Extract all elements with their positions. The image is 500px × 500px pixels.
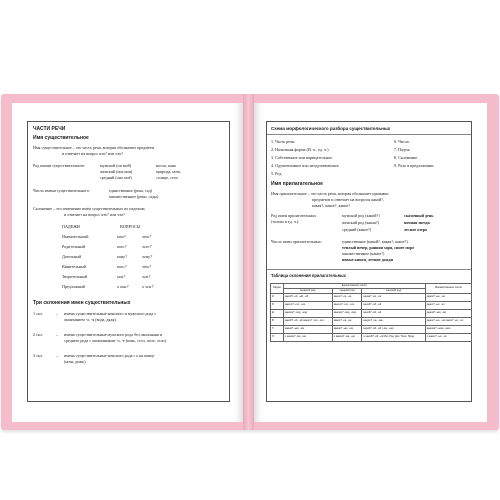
- three-declensions-heading: Три склонения имен существительных: [33, 300, 131, 306]
- table-header-case: Падеж: [271, 284, 284, 294]
- table-cell-case: В.: [271, 318, 284, 326]
- table-cell: о каком? -ом, -ем: [332, 334, 362, 342]
- table-header-singular: Единственное число: [283, 284, 425, 289]
- declension-text: имена существительные женского и мужского рода с: [64, 311, 157, 316]
- adjective-number-label: Число имен прилагательных:: [271, 239, 322, 244]
- table-cell: какую? -ую, -юю: [362, 318, 425, 326]
- adjective-gender-item: мужской род (какой?): [342, 213, 380, 218]
- case-question: кого?: [117, 264, 127, 269]
- case-name: Творительный: [62, 274, 88, 279]
- scheme-heading: Схема морфологического разбора существительных: [271, 126, 391, 131]
- scheme-item: 8. Склонение.: [394, 155, 419, 160]
- case-question: кто?: [117, 234, 126, 239]
- case-question: чего?: [142, 244, 152, 249]
- declension-label: 2 скл.: [33, 332, 43, 337]
- table-header-plural: Множественное число: [425, 284, 471, 294]
- adjective-number-item: единственное (какой?, какая?, какое?): [342, 239, 408, 244]
- table-cell: какие? -ые, -ие: [425, 294, 471, 302]
- table-cell: какого? -ого, -его: [332, 302, 362, 310]
- case-question: о чем?: [142, 284, 154, 289]
- table-cell-case: П.: [271, 334, 284, 342]
- gender-item: мужской (он мой): [100, 163, 132, 168]
- case-question: кого?: [117, 244, 127, 249]
- table-cell-case: Д.: [271, 310, 284, 318]
- scheme-item: 7. Падеж.: [394, 147, 411, 152]
- number-item: единственное (река, сад): [109, 188, 153, 193]
- adjective-gender-example: лесное озеро: [404, 227, 428, 232]
- adjective-number-example: теплый вечер, ранняя заря, синее море: [342, 245, 415, 250]
- gender-example: природа, ночь: [156, 169, 181, 174]
- table-cell: о каком? -ом, -ем: [283, 334, 332, 342]
- case-name: Родительный: [62, 244, 86, 249]
- table-row: [271, 318, 472, 326]
- scheme-item: 2. Начальная форма (И. п., ед. ч.).: [271, 147, 330, 152]
- adjective-gender-label: Род имен прилагательных: [271, 213, 317, 218]
- table-cell: какой? -ой, -ей (-ою, -ею): [362, 326, 425, 334]
- table-cell: какому? -ому, -ему: [283, 310, 332, 318]
- table-cell: о каких? -ых, -их: [425, 334, 471, 342]
- case-question: что?: [142, 264, 152, 269]
- table-cell: какого? -ого, -его: [283, 302, 332, 310]
- table-cell: какими? -ыми, -ими: [425, 326, 471, 334]
- gender-example: носок, конь: [156, 163, 177, 168]
- scheme-item: 3. Собственное или нарицательное.: [271, 155, 333, 160]
- declension-dash: –: [56, 311, 59, 316]
- cases-column-header: ПАДЕЖИ: [62, 224, 80, 229]
- table-cell: о какой? -ой, -ей Им. Род. Дат. Твор. Пред.: [362, 334, 425, 342]
- scheme-item: 5. Род.: [271, 171, 283, 176]
- table-header-masculine: мужской род: [283, 289, 332, 294]
- adjective-definition: Имя прилагательное – это часть речи, которая обозначает признаки: [271, 191, 389, 196]
- gender-example: солнце, село: [156, 175, 178, 180]
- adjective-gender-example: сказочный день: [404, 213, 434, 218]
- case-question: чему?: [142, 254, 153, 259]
- declension-label: 3 скл.: [33, 353, 43, 358]
- table-cell-case: Р.: [271, 302, 284, 310]
- case-question: о ком?: [117, 284, 129, 289]
- table-cell: какой? -ой, -ий какого? -ого, -его: [283, 318, 332, 326]
- table-header-neuter: средний род: [332, 289, 362, 294]
- scheme-item: 9. Роль в предложении.: [394, 163, 435, 168]
- table-row: [271, 334, 472, 342]
- noun-heading: Имя существительное: [33, 135, 89, 141]
- adjective-heading: Имя прилагательное: [271, 181, 323, 187]
- divider: [267, 134, 471, 135]
- scheme-item: 1. Часть речи.: [271, 139, 296, 144]
- table-cell-case: Т.: [271, 326, 284, 334]
- table-cell: каких? -ых, -их: [425, 302, 471, 310]
- table-cell: каким? -ым, -им: [332, 326, 362, 334]
- adjective-definition: какая?, какое?, какие?: [312, 203, 351, 208]
- adjective-definition: предметов и отвечает на вопросы какой?,: [312, 197, 384, 202]
- noun-definition: и отвечает на вопрос кто? или что?: [62, 151, 123, 156]
- adjective-number-item: множественное (какие?): [342, 251, 385, 256]
- gender-item: средний (оно моё): [100, 175, 132, 180]
- declension-table: [270, 283, 472, 342]
- table-header-feminine: женский род: [362, 289, 425, 294]
- left-page: [12, 103, 243, 422]
- adjective-gender-item: средний (какое?): [342, 227, 372, 232]
- table-cell: какая? -ая, -яя: [362, 294, 425, 302]
- table-cell: каким? -ым, -им: [425, 310, 471, 318]
- table-row: [271, 310, 472, 318]
- case-name: Винительный: [62, 264, 86, 269]
- table-cell-case: И.: [271, 294, 284, 302]
- declension-dash: –: [56, 353, 59, 358]
- page-title: ЧАСТИ РЕЧИ: [33, 126, 66, 132]
- table-cell: какое? -ое, -ее: [332, 318, 362, 326]
- table-cell: каким? -ым, -им: [283, 326, 332, 334]
- declension-text: имена существительные мужского рода без окончания и: [64, 332, 163, 337]
- right-page: [254, 103, 487, 422]
- table-row: [271, 294, 472, 302]
- adjective-gender-example: ночная звезда: [404, 220, 430, 225]
- noun-definition: Имя существительное – это часть речи, которая обозначает предметы: [33, 145, 155, 150]
- table-row: [271, 326, 472, 334]
- case-question: кому?: [117, 254, 128, 259]
- number-label: Число имени существительного:: [33, 188, 90, 193]
- declension-text: имена существительные женского рода с ь на конце: [64, 353, 155, 358]
- table-cell: какому? -ому, -ему: [332, 310, 362, 318]
- scheme-item: 6. Число.: [394, 139, 410, 144]
- notebook-spine: [243, 94, 254, 430]
- table-row: [271, 302, 472, 310]
- table-cell: какое? -ое, -ее: [332, 294, 362, 302]
- table-cell: какие? -ые, -ие каких? -ых, -их: [425, 318, 471, 326]
- declension-text: среднего рода с окончаниями -о, -е (конь, стол, поле, село).: [64, 338, 167, 343]
- case-question: кем?: [117, 274, 126, 279]
- declension-definition: Склонение – это изменение имён существительных по падежам,: [33, 206, 146, 211]
- questions-column-header: ВОПРОСЫ: [120, 224, 141, 229]
- case-name: Предложный: [62, 284, 85, 289]
- gender-label: Род имени существительного:: [33, 163, 86, 168]
- declension-text: (ночь, рожь).: [64, 359, 87, 364]
- table-cell: какой? -ой, -ей: [362, 310, 425, 318]
- case-question: что?: [142, 234, 152, 239]
- declension-definition: и отвечает на вопрос кто? или что?: [64, 212, 125, 217]
- case-question: чем?: [142, 274, 151, 279]
- divider: [267, 269, 471, 270]
- number-item: множественное (реки, сады): [109, 194, 159, 199]
- adjective-gender-item: женский род (какая?): [342, 220, 379, 225]
- declension-label: 1 скл.: [33, 311, 43, 316]
- gender-item: женский (она моя): [100, 169, 133, 174]
- declension-text: окончанием -а, -я (вода, дядя).: [64, 317, 117, 322]
- adjective-gender-label: (только в ед. ч.):: [271, 219, 300, 224]
- case-name: Дательный: [62, 254, 82, 259]
- scheme-item: 4. Одушевленное или неодушевленное.: [271, 163, 340, 168]
- table-cell: какой? -ой, -ый, -ий: [283, 294, 332, 302]
- table-cell: какой? -ой, -ей: [362, 302, 425, 310]
- table-title: Таблица склонения прилагательных: [271, 273, 346, 278]
- adjective-number-example: новые книги, летние дожди: [342, 257, 393, 262]
- declension-dash: –: [56, 332, 59, 337]
- case-name: Именительный: [62, 234, 89, 239]
